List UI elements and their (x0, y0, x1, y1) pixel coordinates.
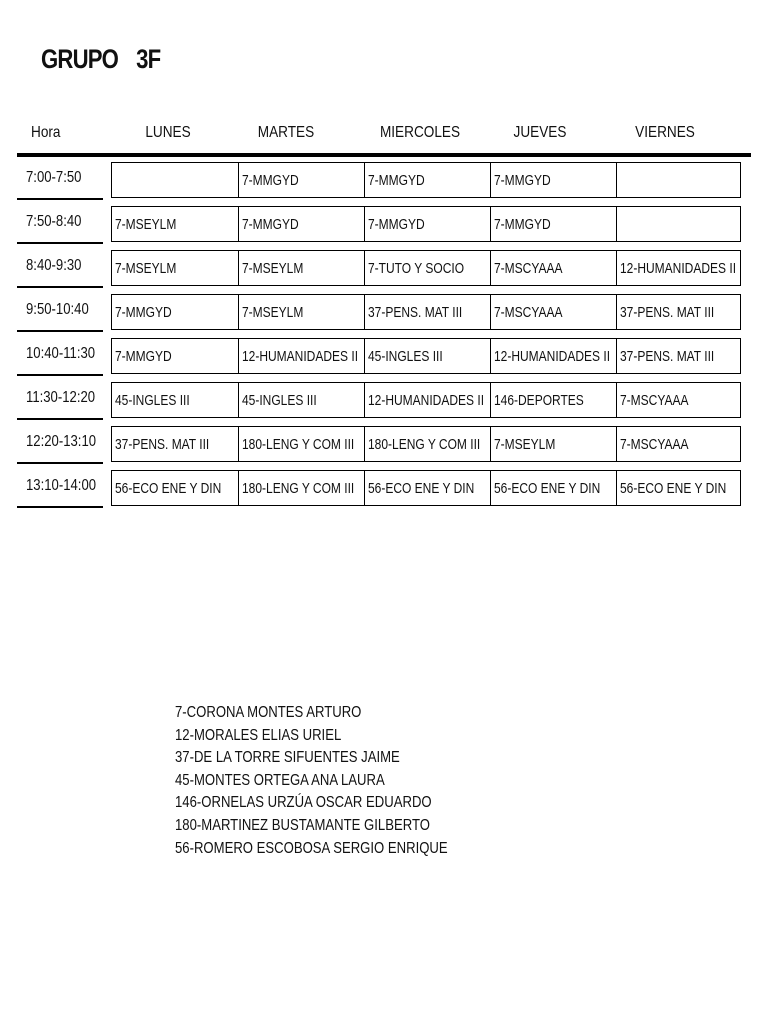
schedule-cell (364, 339, 490, 373)
schedule-cell (364, 207, 490, 241)
schedule-cell (112, 207, 238, 241)
class-code: 12-HUMANIDADES II (494, 348, 611, 365)
time-slot-label: 11:30-12:20 (26, 389, 96, 406)
teacher-entry: 7-CORONA MONTES ARTURO (175, 704, 362, 721)
schedule-cell (238, 339, 364, 373)
time-slot (17, 468, 103, 508)
header-hora: Hora (31, 124, 61, 141)
class-code: 7-MSEYLM (494, 436, 556, 453)
schedule-cell (238, 295, 364, 329)
schedule-cell (616, 163, 742, 197)
table-row (111, 470, 741, 506)
schedule-cell (364, 251, 490, 285)
time-slot-label: 7:50-8:40 (26, 213, 82, 230)
schedule-cell (364, 163, 490, 197)
class-code: 12-HUMANIDADES II (368, 392, 485, 409)
time-slot (17, 204, 103, 244)
table-row (111, 426, 741, 462)
class-code: 7-MMGYD (494, 172, 551, 189)
class-code: 7-MSCYAAA (494, 260, 563, 277)
teacher-entry: 56-ROMERO ESCOBOSA SERGIO ENRIQUE (175, 839, 448, 857)
class-code: 180-LENG Y COM III (368, 436, 481, 453)
class-code: 12-HUMANIDADES II (242, 348, 359, 365)
header-day-martes: MARTES (257, 124, 315, 141)
header-day-miercoles: MIERCOLES (379, 124, 461, 141)
schedule-cell (112, 251, 238, 285)
class-code: 7-TUTO Y SOCIO (368, 260, 465, 277)
schedule-cell (490, 339, 616, 373)
class-code: 7-MMGYD (494, 216, 551, 233)
schedule-cell (490, 251, 616, 285)
schedule-cell (112, 163, 238, 197)
time-slot (17, 336, 103, 376)
table-row (111, 206, 741, 242)
class-code: 56-ECO ENE Y DIN (368, 480, 475, 497)
schedule-cell (490, 207, 616, 241)
page-title (41, 44, 160, 75)
schedule-cell (490, 471, 616, 505)
schedule-cell (238, 251, 364, 285)
title-label: GRUPO (41, 44, 119, 74)
class-code: 7-MMGYD (242, 216, 299, 233)
time-slot-label: 12:20-13:10 (26, 433, 97, 450)
class-code: 56-ECO ENE Y DIN (115, 480, 222, 497)
class-code: 7-MSCYAAA (494, 304, 563, 321)
teacher-entry: 12-MORALES ELIAS URIEL (175, 726, 342, 744)
schedule-cell (238, 383, 364, 417)
class-code: 7-MSEYLM (242, 260, 304, 277)
class-code: 56-ECO ENE Y DIN (494, 480, 601, 497)
teacher-entry: 180-MARTINEZ BUSTAMANTE GILBERTO (175, 816, 430, 834)
class-code: 7-MMGYD (115, 348, 172, 365)
time-slot (17, 292, 103, 332)
schedule-cell (238, 471, 364, 505)
class-code: 7-MSEYLM (115, 216, 177, 233)
class-code: 7-MSEYLM (242, 304, 304, 321)
class-code: 37-PENS. MAT III (368, 304, 463, 321)
schedule-cell (364, 295, 490, 329)
class-code: 146-DEPORTES (494, 392, 584, 409)
class-code: 7-MSEYLM (115, 260, 177, 277)
class-code: 12-HUMANIDADES II (620, 260, 737, 277)
teacher-entry: 37-DE LA TORRE SIFUENTES JAIME (175, 749, 400, 767)
schedule-cell (112, 339, 238, 373)
time-slot-label: 7:00-7:50 (26, 169, 82, 186)
class-code: 7-MMGYD (368, 172, 425, 189)
schedule-cell (490, 383, 616, 417)
class-code: 7-MMGYD (242, 172, 299, 189)
schedule-cell (616, 251, 742, 285)
table-row (111, 338, 741, 374)
header-day-viernes: VIERNES (635, 124, 695, 141)
schedule-cell (364, 471, 490, 505)
class-code: 45-INGLES III (242, 392, 317, 409)
table-row (111, 250, 741, 286)
schedule-cell (616, 339, 742, 373)
time-slot-label: 8:40-9:30 (26, 257, 82, 274)
class-code: 37-PENS. MAT III (620, 348, 715, 365)
class-code: 45-INGLES III (115, 392, 190, 409)
class-code: 7-MMGYD (368, 216, 425, 233)
schedule-cell (364, 427, 490, 461)
schedule-cell (238, 427, 364, 461)
class-code: 7-MSCYAAA (620, 436, 689, 453)
class-code: 37-PENS. MAT III (115, 436, 210, 453)
schedule-cell (112, 383, 238, 417)
teacher-legend (175, 702, 448, 860)
class-code: 180-LENG Y COM III (242, 436, 355, 453)
schedule-cell (616, 383, 742, 417)
table-row (111, 382, 741, 418)
schedule-cell (112, 471, 238, 505)
teacher-entry: 146-ORNELAS URZÚA OSCAR EDUARDO (175, 794, 432, 812)
schedule-cell (616, 471, 742, 505)
time-slot (17, 380, 103, 420)
schedule-cell (112, 295, 238, 329)
schedule-cell (490, 163, 616, 197)
class-code: 56-ECO ENE Y DIN (620, 480, 727, 497)
schedule-cell (490, 427, 616, 461)
schedule-cell (238, 207, 364, 241)
schedule-cell (616, 295, 742, 329)
schedule-cell (616, 427, 742, 461)
time-slot (17, 160, 103, 200)
class-code: 37-PENS. MAT III (620, 304, 715, 321)
schedule-cell (616, 207, 742, 241)
schedule-cell (364, 383, 490, 417)
header-day-jueves: JUEVES (513, 124, 567, 141)
header-day-lunes: LUNES (145, 124, 191, 141)
schedule-cell (112, 427, 238, 461)
table-row (111, 294, 741, 330)
time-slot-label: 10:40-11:30 (26, 345, 96, 362)
teacher-entry: 45-MONTES ORTEGA ANA LAURA (175, 771, 385, 789)
time-slot-label: 13:10-14:00 (26, 477, 97, 494)
time-slot-label: 9:50-10:40 (26, 301, 89, 318)
header-divider (17, 153, 751, 157)
schedule-cell (238, 163, 364, 197)
time-slot (17, 424, 103, 464)
class-code: 45-INGLES III (368, 348, 443, 365)
class-code: 7-MMGYD (115, 304, 172, 321)
time-slot (17, 248, 103, 288)
class-code: 7-MSCYAAA (620, 392, 689, 409)
schedule-cell (490, 295, 616, 329)
table-row (111, 162, 741, 198)
group-name: 3F (136, 44, 161, 74)
class-code: 180-LENG Y COM III (242, 480, 355, 497)
